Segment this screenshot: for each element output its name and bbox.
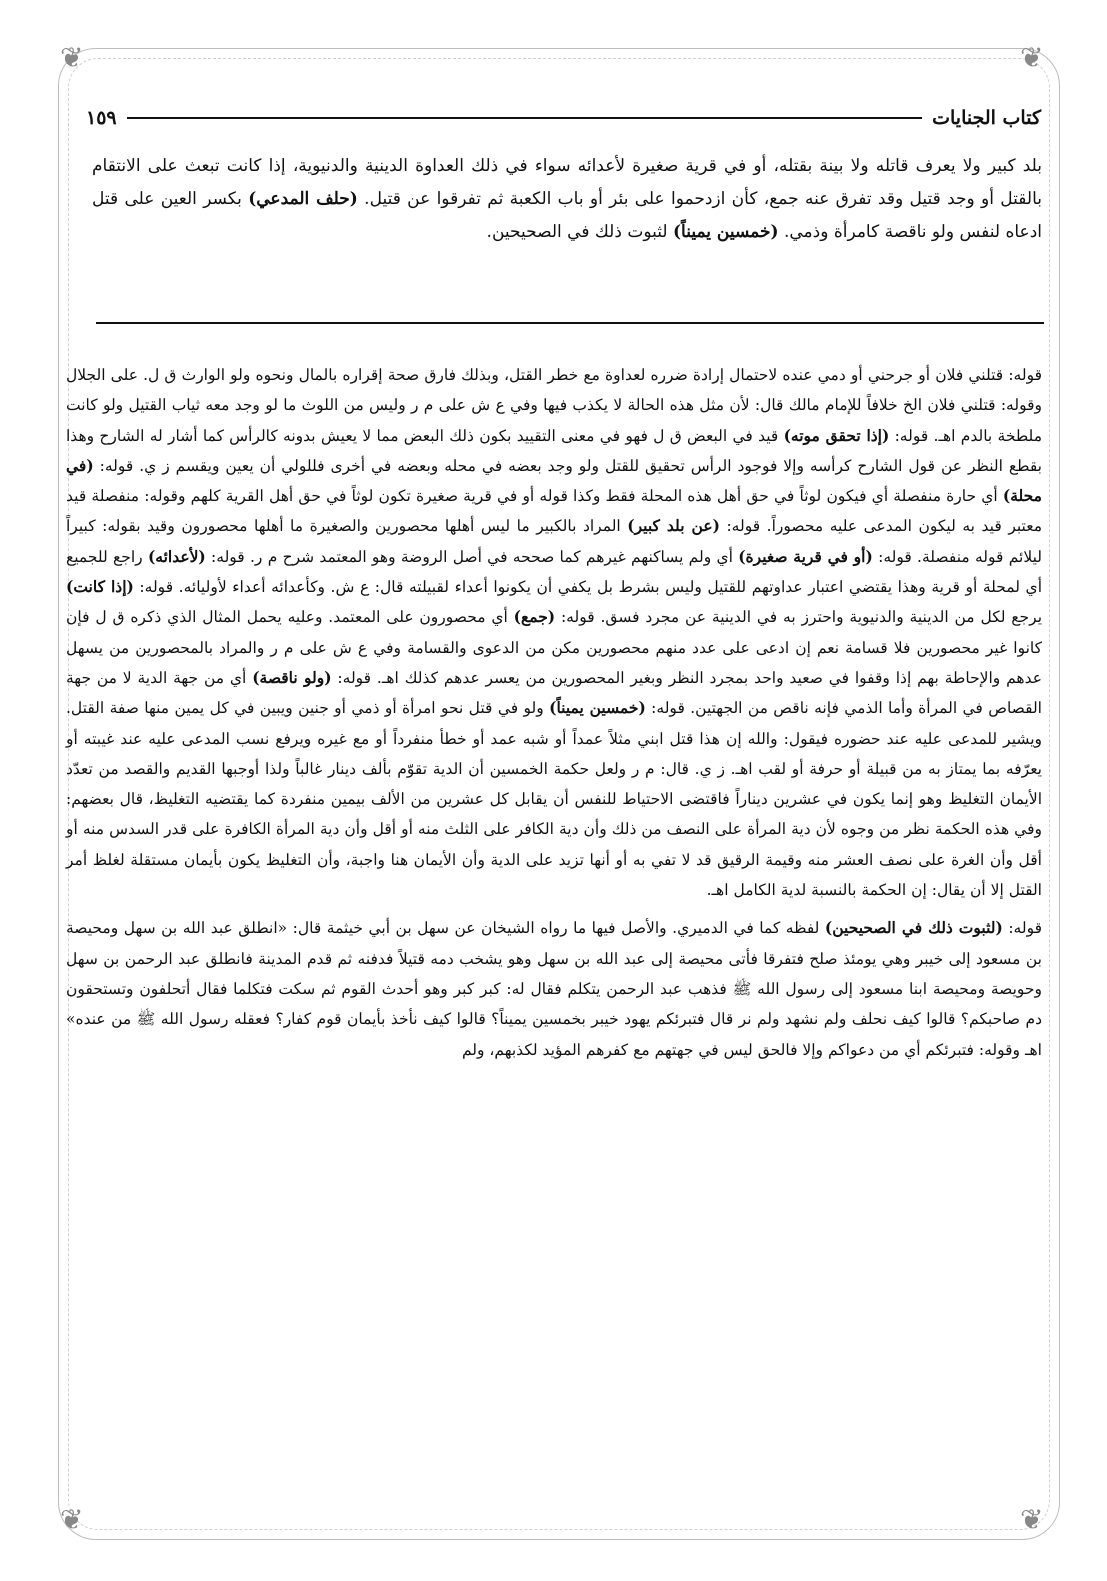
corner-ornament-bottom-left: ❦: [60, 1503, 84, 1536]
page-header: [86, 100, 1041, 136]
bold-term: (لثبوت ذلك في الصحيحين): [824, 918, 1003, 938]
commentary-paragraph: قوله: (لثبوت ذلك في الصحيحين) لفظه كما في الدميري. والأصل فيها ما رواه الشيخان عن سهل بن أبي خيثمة قال: «انطلق عبد الله بن سهل ومحيصة بن مسعود إلى خيبر وهي يومئذ صلح فتفرقا فأتى محيصة إلى عبد الله بن سهل وهو يشخب دمه قتيلاً فدفنه ثم قدم المدينة فانطلق عبد الرحمن بن سهل وحويصة ومحيصة ابنا مسعود إلى رسول الله ﷺ فذهب عبد الرحمن يتكلم فقال له: كبر كبر وهو أحدث القوم ثم سكت فتكلما فقال أتحلفون وتستحقون دم صاحبكم؟ قالوا كيف نحلف ولم نشهد ولم نر قال فتبرئكم يهود خيبر بخمسين يميناً؟ قالوا كيف نأخذ بأيمان قوم كفار؟ فعقله رسول الله ﷺ من عنده» اهـ وقوله: فتبرئكم أي من دعواكم وإلا فالحق ليس في جهتهم مع كفرهم المؤيد لكذبهم، ولم: [66, 918, 1042, 1059]
bold-term: (جمع): [513, 607, 556, 627]
bold-term: (في محلة): [66, 455, 1042, 506]
page-number: ١٥٩: [86, 107, 117, 129]
chapter-title: كتاب الجنايات: [932, 107, 1041, 129]
bold-term: (حلف المدعي): [248, 189, 358, 209]
bold-term: (خمسين يميناً): [549, 698, 646, 718]
header-rule: [127, 117, 922, 119]
corner-ornament-top-right: ❦: [1020, 41, 1044, 74]
section-divider: [96, 322, 1044, 324]
bold-term: (لأعدائه): [147, 546, 206, 566]
main-paragraph: بلد كبير ولا يعرف قاتله ولا بينة بقتله، أو في قرية صغيرة لأعدائه سواء في ذلك العداوة الدينية والدنيوية، إذا كانت تبعث على الانتقام بالقتل أو وجد قتيل وقد تفرق عنه جمع، كأن ازدحموا على بئر أو باب الكعبة ثم تفرقوا عن قتيل. (حلف المدعي) بكسر العين على قتل ادعاه لنفس ولو ناقصة كامرأة وذمي. (خمسين يميناً) لثبوت ذلك في الصحيحين.: [92, 156, 1042, 242]
bold-term: (إذا كانت): [66, 577, 134, 597]
corner-ornament-bottom-right: ❦: [1020, 1503, 1044, 1536]
bold-term: (ولو ناقصة): [252, 667, 332, 687]
bold-term: (إذا تحقق موته): [783, 425, 890, 445]
commentary-paragraph: قوله: قتلني فلان أو جرحني أو دمي عنده لاحتمال إرادة ضرره لعداوة مع خطر القتل، وبذلك فارق صحة إقراره بالمال ونحوه ولو الوارث ق ل. على الجلال وقوله: قتلني فلان الخ خلافاً للإمام مالك قال: لأن مثل هذه الحالة لا يكذب فيها وفي ع ش على م ر وليس من اللوث ما لو وجد معه ثياب القتيل ولو كانت ملطخة بالدم اهـ. قوله: (إذا تحقق موته) قيد في البعض ق ل فهو في معنى التقييد بكون ذلك البعض مما لا يعيش بدونه كالرأس كما أشار له الشارح وهذا بقطع النظر عن قول الشارح كرأسه وإلا فوجود الرأس تحقيق للقتل ولو وجد بعضه في محله وبعضه في أخرى فللولي أن يعين ويقسم ز ي. قوله: (في محلة) أي حارة منفصلة أي فيكون لوثاً في حق أهل هذه المحلة فقط وكذا قوله أو في قرية صغيرة تكون لوثاً في حق أهل القرية كلهم وقوله: منفصلة قيد معتبر قيد به ليكون المدعى عليه محصوراً. قوله: (عن بلد كبير) المراد بالكبير ما ليس أهلها محصورين والصغيرة ما أهلها محصورون وقيد بقوله: كبيراً ليلائم قوله منفصلة. قوله: (أو في قرية صغيرة) أي ولم يساكنهم غيرهم كما صححه في أصل الروضة وهو المعتمد شرح م ر. قوله: (لأعدائه) راجع للجميع أي لمحلة أو قرية وهذا يقتضي اعتبار عداوتهم للقتيل وليس بشرط بل يكفي أن يكونوا أعداء لقبيلته قال: ع ش. وكأعدائه أعداء لأوليائه. قوله: (إذا كانت) يرجع لكل من الدينية والدنيوية واحترز به في الدينية عن مجرد فسق. قوله: (جمع) أي محصورون على المعتمد. وعليه يحمل المثال الذي ذكره ق ل فإن كانوا غير محصورين فلا قسامة نعم إن ادعى على عدد منهم محصورين مكن من الدعوى والقسامة وفي ع ش على م ر والمراد بالمحصورين من يسهل عدهم والإحاطة بهم إذا وقفوا في صعيد واحد بمجرد النظر وبغير المحصورين من يعسر عدهم كذلك اهـ. قوله: (ولو ناقصة) أي من جهة الدية لا من جهة القصاص في المرأة وأما الذمي فإنه ناقص من الجهتين. قوله: (خمسين يميناً) ولو في قتل نحو امرأة أو ذمي أو جنين ويبين في كل يمين منها صفة القتل. ويشير للمدعى عليه عند حضوره فيقول: والله إن هذا قتل ابني مثلاً عمداً أو شبه عمد أو خطأ منفرداً أو مع غيره ويرفع نسب المدعى عليه عند غيبته أو يعرّفه بما يمتاز به من قبيلة أو حرفة أو لقب اهـ. ز ي. قال: م ر ولعل حكمة الخمسين أن الدية تقوّم بألف دينار غالباً ولذا أوجبها القديم والقصد من تعدّد الأيمان التغليظ وهو إنما يكون في عشرين ديناراً فاقتضى الاحتياط للنفس أن يقابل كل عشرين من الألف بيمين منفردة كما يقتضيه التغليظ، قال بعضهم: وفي هذه الحكمة نظر من وجوه لأن دية المرأة على النصف من ذلك وأن دية الكافر على الثلث منه أو أقل وأن دية المرأة الكافرة على قدر السدس منه أو أقل وأن الغرة على نصف العشر منه وقيمة الرقيق قد لا تفي به أو أنها تزيد على الدية وأن الأيمان هنا واجبة، وأن التغليظ يكون بأيمان مستقلة لغلظ أمر القتل إلا أن يقال: إن الحكمة بالنسبة لدية الكامل اهـ.: [66, 366, 1043, 900]
commentary-text: [66, 360, 1042, 1065]
bold-term: (عن بلد كبير): [627, 516, 720, 536]
main-text: [92, 150, 1042, 249]
bold-term: (أو في قرية صغيرة): [738, 546, 873, 566]
bold-term: (خمسين يميناً): [672, 222, 779, 242]
corner-ornament-top-left: ❦: [60, 41, 84, 74]
